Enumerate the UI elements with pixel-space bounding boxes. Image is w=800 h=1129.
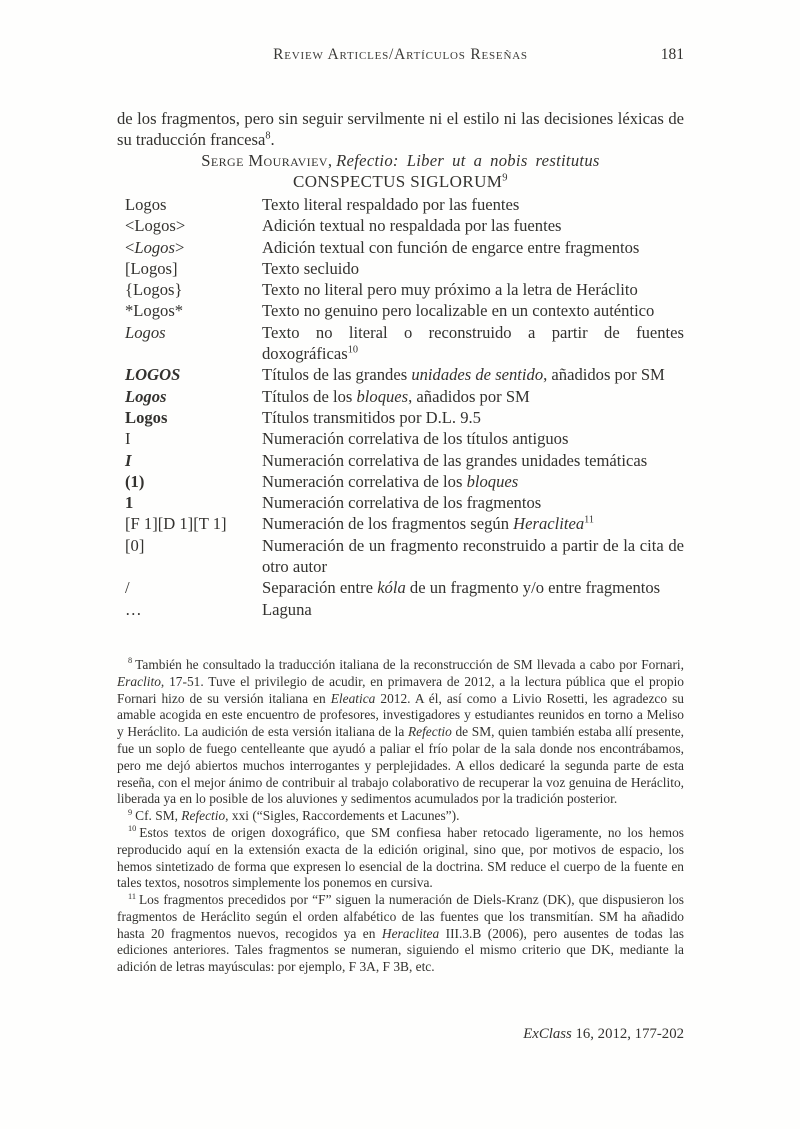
sigla-description: Texto literal respaldado por las fuentes <box>262 195 520 214</box>
sigla-symbol: I <box>125 429 131 449</box>
sigla-row <box>117 577 684 598</box>
work-title: Refectio: Liber ut a nobis restitutus <box>336 151 600 170</box>
sigla-symbol: <Logos> <box>125 216 186 236</box>
sigla-description: Numeración correlativa de los bloques <box>262 471 519 491</box>
footnote-text: Los fragmentos precedidos por “F” siguen la numeración de Diels-Kranz (DK), que dispusieron los fragmentos de Heráclito según el orden alfabético de las fuentes que los transmitían. SM ha añadido hasta 20 fragmentos nuevos, recogidos ya en Heraclitea III.3.B (2006), pero ausentes de todas las ediciones anteriores. Tales fragmentos se numeran, siguiendo el mismo criterio que DK, mediante la adición de letras mayúsculas: por ejemplo, F 3A, F 3B, etc. <box>117 892 684 975</box>
footnotes-section <box>117 657 684 976</box>
sigla-row <box>117 194 684 215</box>
page-body <box>117 108 684 1043</box>
footnote-9 <box>117 808 684 825</box>
sigla-description: Adición textual no respaldada por las fuentes <box>262 216 562 236</box>
running-head-title: Review Articles/Artículos Reseñas <box>273 46 528 63</box>
sigla-symbol: {Logos} <box>125 280 183 300</box>
sigla-symbol: [Logos] <box>125 258 178 278</box>
conspectus-heading <box>117 171 684 192</box>
sigla-row <box>117 535 684 578</box>
sigla-description: Adición textual con función de engarce entre fragmentos <box>262 237 640 257</box>
sigla-symbol: [F 1][D 1][T 1] <box>125 514 227 534</box>
conspectus-note-ref: 9 <box>502 172 508 184</box>
sigla-symbol: I <box>125 450 132 470</box>
sigla-row <box>117 471 684 492</box>
sigla-symbol: LOGOS <box>125 365 181 385</box>
sigla-row <box>117 364 684 385</box>
sigla-description: Numeración correlativa de las grandes unidades temáticas <box>262 450 648 470</box>
sigla-description: Numeración de los fragmentos según Heraclitea$^{11}$ <box>262 514 595 534</box>
sigla-description: Títulos de las grandes unidades de sentido, añadidos por SM <box>262 365 665 385</box>
intro-paragraph: de los fragmentos, pero sin seguir servilmente ni el estilo ni las decisiones léxicas de su traducción francesa$^8$. <box>117 109 684 149</box>
sigla-symbol: / <box>125 578 130 598</box>
footnote-11 <box>117 892 684 976</box>
sigla-row <box>117 215 684 236</box>
sigla-symbol: … <box>125 599 142 619</box>
sigla-symbol: 1 <box>125 493 134 513</box>
page-number: 181 <box>660 46 684 63</box>
footnote-text: Cf. SM, Refectio, xxi (“Sigles, Raccordements et Lacunes”). <box>135 808 460 824</box>
footnote-text: Estos textos de origen doxográfico, que SM confiesa haber retocado ligeramente, no los hemos reproducido aquí en la extensión exacta de la edición original, sino que, por motivos de espacio, los hemos sintetizado de forma que expresen lo esencial de la doctrina. SM reduce el cuerpo de la fuente en tales textos, nosotros simplemente los ponemos en cursiva. <box>117 824 684 891</box>
sigla-row <box>117 428 684 449</box>
sigla-symbol: (1) <box>125 471 145 491</box>
sigla-description: Separación entre kóla de un fragmento y/o entre fragmentos <box>262 578 661 598</box>
conspectus-title: CONSPECTUS SIGLORUM <box>293 172 503 191</box>
sigla-symbol: <Logos> <box>125 237 185 257</box>
footnote-number: 8 <box>128 656 133 666</box>
sigla-description: Laguna <box>262 599 312 619</box>
sigla-description: Numeración correlativa de los fragmentos <box>262 493 542 513</box>
sigla-row <box>117 513 684 534</box>
sigla-description: Numeración correlativa de los títulos antiguos <box>262 429 569 449</box>
sigla-symbol: Logos <box>125 407 168 427</box>
sigla-row <box>117 322 684 365</box>
sigla-row <box>117 279 684 300</box>
sigla-symbol: Logos <box>125 386 167 406</box>
running-head <box>117 46 684 66</box>
footnote-number: 9 <box>128 807 133 817</box>
sigla-description: Texto no genuino pero localizable en un contexto auténtico <box>262 301 655 321</box>
sigla-description: Títulos transmitidos por D.L. 9.5 <box>262 407 481 427</box>
sigla-description: Títulos de los bloques, añadidos por SM <box>262 386 530 406</box>
footnote-text: También he consultado la traducción italiana de la reconstrucción de SM llevada a cabo por Fornari, Eraclito, 17-51. Tuve el privilegio de acudir, en primavera de 2012, a la lectura pública que el propio Fornari hizo de su versión italiana en Eleatica 2012. A él, así como a Livio Rosetti, les agradezco su amable acogida en este encuentro de profesores, investigadores y estudiantes reunidos en torno a Meliso y Heráclito. La audición de esta versión italiana de la Refectio de SM, quien también estaba allí presente, fue un soplo de fuego centelleante que ayudó a paliar el frío polar de la sala donde nos encontrábamos, pero me dejó abiertos muchos interrogantes y perplejidades. A ellos dedicaré la segunda parte de esta reseña, con el mejor ánimo de contribuir al trabajo colaborativo de recuperar la voz genuina de Heráclito, liberada ya en lo posible de los aluviones y sedimentos acumulados por la tradición posterior. <box>117 656 684 807</box>
sigla-row <box>117 492 684 513</box>
work-heading <box>117 150 684 171</box>
footnote-number: 10 <box>128 824 137 834</box>
sigla-description: Texto no literal pero muy próximo a la letra de Heráclito <box>262 280 638 300</box>
sigla-description: Texto secluido <box>262 258 359 278</box>
sigla-row <box>117 407 684 428</box>
author-name: Serge Mouraviev <box>201 151 328 170</box>
sigla-row <box>117 386 684 407</box>
sigla-row <box>117 450 684 471</box>
sigla-row <box>117 300 684 321</box>
sigla-symbol: Logos <box>125 195 167 214</box>
sigla-symbol: Logos <box>125 322 166 342</box>
footnote-10 <box>117 825 684 892</box>
sigla-row <box>117 237 684 258</box>
sigla-description: Numeración de un fragmento reconstruido a partir de la cita de otro autor <box>262 535 684 577</box>
sigla-description: Texto no literal o reconstruido a partir de fuentes doxográficas$^{10}$ <box>262 322 684 364</box>
sigla-row <box>117 599 684 620</box>
sigla-table <box>117 194 684 620</box>
footnote-8 <box>117 657 684 808</box>
journal-citation: ExClass 16, 2012, 177-202 <box>523 1026 684 1043</box>
footnote-number: 11 <box>128 891 136 901</box>
sigla-symbol: [0] <box>125 535 145 555</box>
sigla-symbol: *Logos* <box>125 301 184 321</box>
heading-separator: , <box>327 151 337 170</box>
sigla-row <box>117 258 684 279</box>
